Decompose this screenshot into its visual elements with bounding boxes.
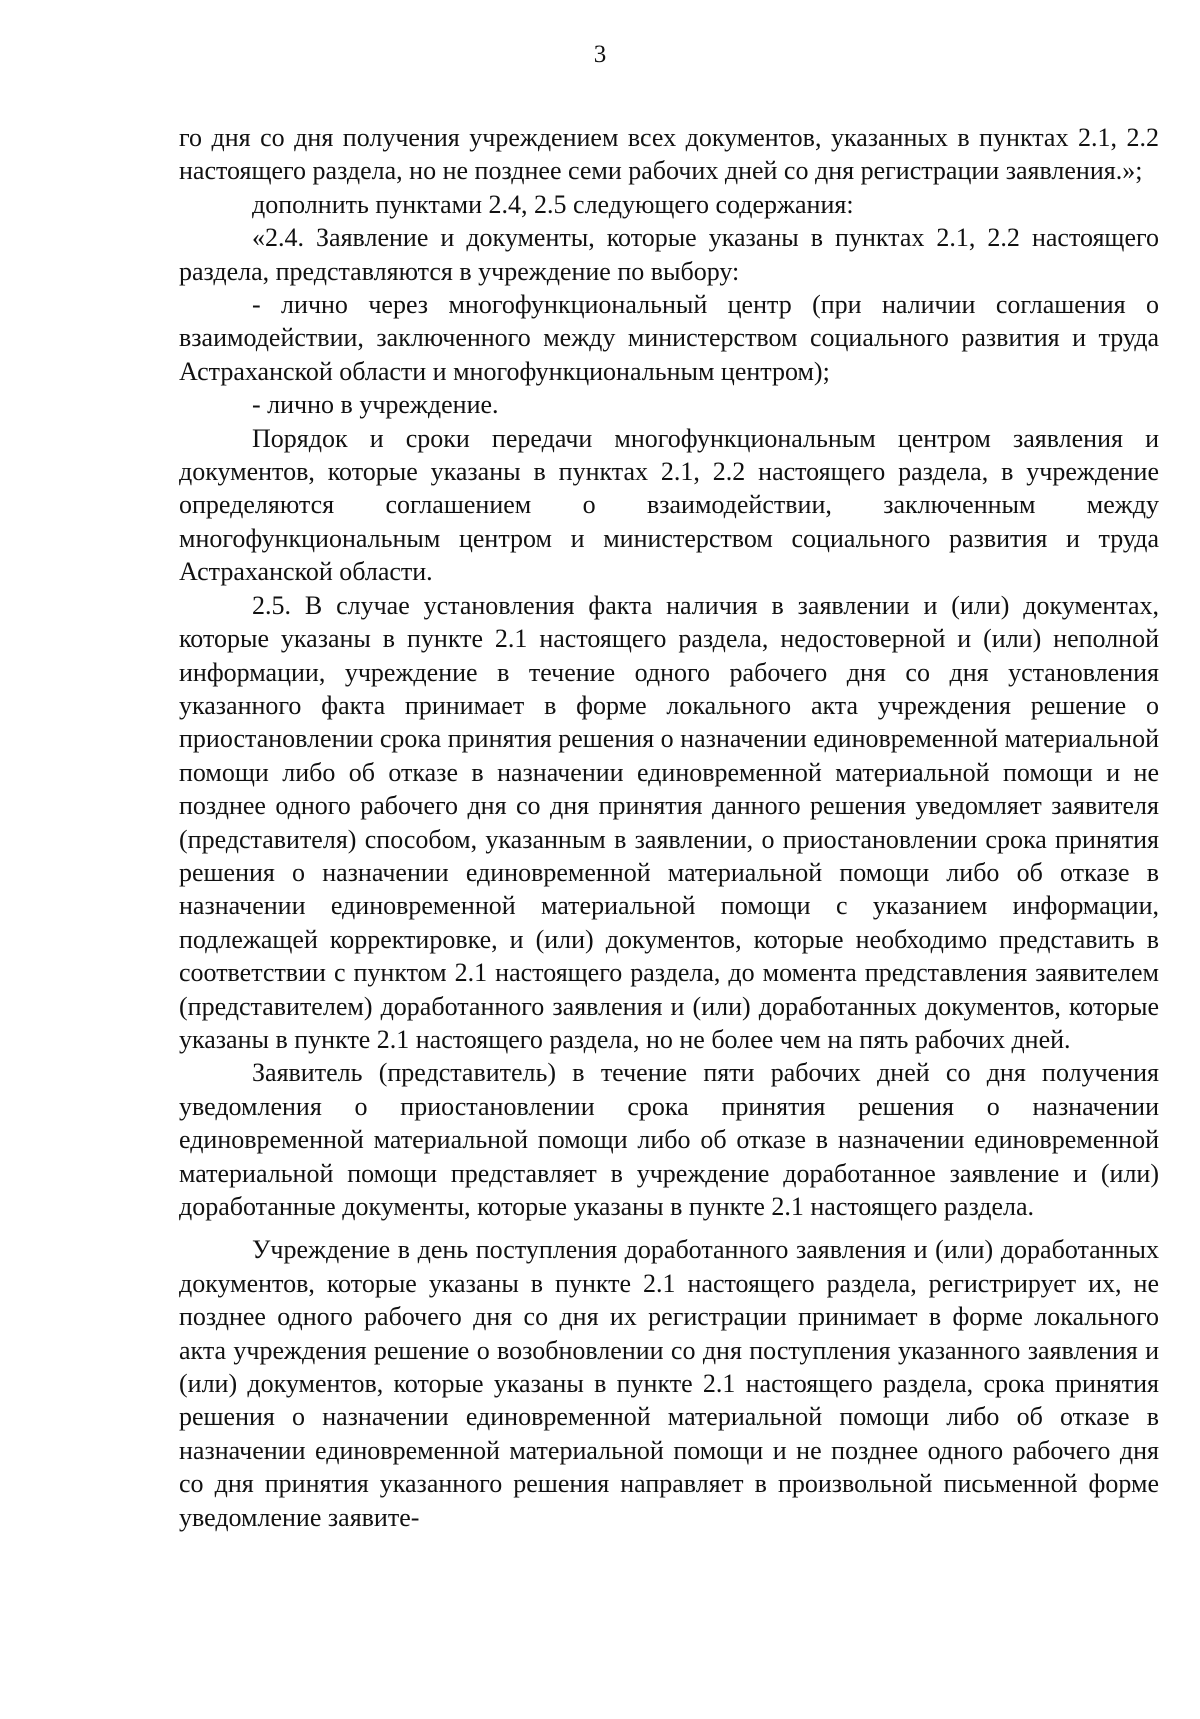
document-body — [179, 121, 1159, 1534]
paragraph-transfer-procedure: Порядок и сроки передачи многофункциональным центром заявления и документов, которые указаны в пунктах 2.1, 2.2 настоящего раздела, в учреждение определяются соглашением о взаимодействии, заключенным между многофункциональным центром и министерством социального развития и труда Астраханской области. — [179, 423, 1159, 587]
paragraph-amendment-intro: дополнить пунктами 2.4, 2.5 следующего содержания: — [252, 189, 854, 219]
paragraph-clause-2-4: «2.4. Заявление и документы, которые указаны в пунктах 2.1, 2.2 настоящего раздела, представляются в учреждение по выбору: — [179, 223, 1159, 286]
paragraph-institution-resumption: Учреждение в день поступления доработанного заявления и (или) доработанных документов, которые указаны в пункте 2.1 настоящего раздела, регистрирует их, не позднее одного рабочего дня со дня их регистрации принимает в форме локального акта учреждения решение о возобновлении со дня поступления указанного заявления и (или) документов, которые указаны в пункте 2.1 настоящего раздела, срока принятия решения о назначении единовременной материальной помощи либо об отказе в назначении единовременной материальной помощи и не позднее одного рабочего дня со дня принятия указанного решения направляет в произвольной письменной форме уведомление заявите- — [179, 1235, 1159, 1532]
paragraph-clause-2-5: 2.5. В случае установления факта наличия в заявлении и (или) документах, которые указаны в пункте 2.1 настоящего раздела, недостоверной и (или) неполной информации, учреждение в течение одного рабочего дня со дня установления указанного факта принимает в форме локального акта учреждения решение о приостановлении срока принятия решения о назначении единовременной материальной помощи либо об отказе в назначении единовременной материальной помощи и не позднее одного рабочего дня со дня принятия данного решения уведомляет заявителя (представителя) способом, указанным в заявлении, о приостановлении срока принятия решения о назначении единовременной материальной помощи либо об отказе в назначении единовременной материальной помощи с указанием информации, подлежащей корректировке, и (или) документов, которые необходимо представить в соответствии с пунктом 2.1 настоящего раздела, до момента представления заявителем (представителем) доработанного заявления и (или) доработанных документов, которые указаны в пункте 2.1 настоящего раздела, но не более чем на пять рабочих дней. — [179, 590, 1159, 1054]
paragraph-applicant-response: Заявитель (представитель) в течение пяти рабочих дней со дня получения уведомления о приостановлении срока принятия решения о назначении единовременной материальной помощи либо об отказе в назначении единовременной материальной помощи представляет в учреждение доработанное заявление и (или) доработанные документы, которые указаны в пункте 2.1 настоящего раздела. — [179, 1058, 1159, 1221]
paragraph-option-mfc: - лично через многофункциональный центр (при наличии соглашения о взаимодействии, заключенного между министерством социального развития и труда Астраханской области и многофункциональным центром); — [179, 290, 1159, 386]
paragraph-continuation: го дня со дня получения учреждением всех документов, указанных в пунктах 2.1, 2.2 настоящего раздела, но не позднее семи рабочих дней со дня регистрации заявления.»; — [179, 123, 1159, 186]
page-number: 3 — [593, 41, 607, 68]
paragraph-option-direct: - лично в учреждение. — [252, 390, 499, 420]
